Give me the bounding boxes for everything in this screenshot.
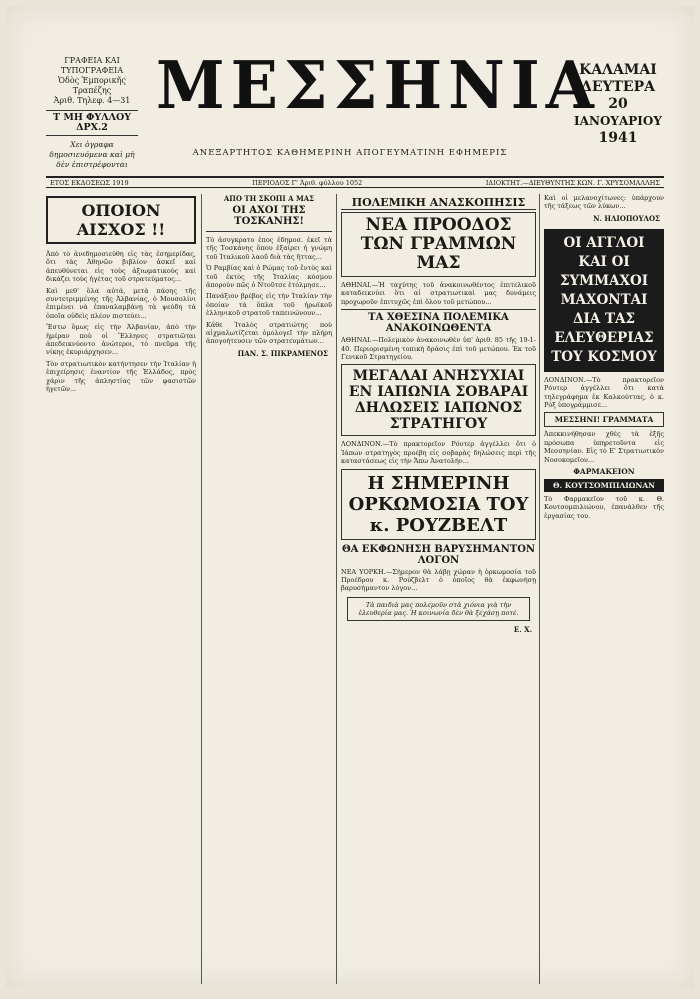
article-paragraph: Ἀπεκκινήθησαν χθὲς τὰ ἑξῆς πρόσωπα ὑπηρετοῦντα εἰς Μεσσηνίαν. Εἰς τὸ Ε' Στρατιωτικὸν Νοσοκομεῖον... — [544, 430, 664, 464]
commentary-headline: ΟΙ ΑΧΟΙ ΤΗΣ ΤΟΣΚΑΝΗΣ! — [232, 205, 306, 227]
date-block — [572, 62, 664, 147]
price-label: Τ ΜΗ ΦΥΛΛΟΥ ΔΡΧ.2 — [46, 110, 138, 136]
column-war-news — [341, 194, 536, 986]
article-paragraph: Τὸ ἀσυγκρατο ἐπος ἐδημοσ. ἐκεῖ τὰ τῆς Τοσκάνης ὅπου ἐξαίρει ἡ γνώμη τοῦ Ἰταλικοῦ λαοῦ διὰ τὰς ἥττας... — [206, 236, 332, 261]
article-paragraph: ΛΟΝΔΙΝΟΝ.—Τὸ πρακτορεῖον Ρόυτερ ἀγγέλλει ὅτι ὁ Ἰάπων στρατηγὸς προέβη εἰς σοβαρὰς δηλώσεις περὶ τῆς καταστάσεως εἰς τὴν Ἄπω Ἀνατολήν... — [341, 440, 536, 466]
article-paragraph: Ὁ Ραμβίας καὶ ὁ Ρώμας τοῦ ἔντὸς καὶ τοῦ ἐκτὸς τῆς Ἰταλίας κόσμου ἀπορούν πῶς ὁ Ντοῦτσε ἐτόλμησε... — [206, 264, 332, 290]
article-paragraph: Τὸν στρατιωτικὸν κατήντησεν τὴν Ἰταλίαν ἡ ἐπιχείρησις ἐναντίον τῆς Ἑλλάδος, πρὸς χάριν τῆς ἀπληστίας τῶν φασιστῶν ἡγετῶν... — [46, 359, 196, 394]
article-paragraph: Καὶ οἱ μελανοχίτωνες: ὑπάρχουν τῆς τάξεως τῶν λύκων... — [544, 194, 664, 211]
pharmacy-name: Θ. ΚΟΥΤΣΟΜΠΙΛΙΩΝΑΝ — [544, 479, 664, 492]
column-kicker: ΑΠΟ ΤΗ ΣΚΟΠΙ Α ΜΑΣ — [223, 194, 315, 203]
newspaper-title: ΜΕΣΣΗΝΙΑ — [156, 47, 600, 124]
war-headline: ΝΕΑ ΠΡΟΟΔΟΣ ΤΩΝ ΓΡΑΜΜΩΝ ΜΑΣ — [341, 212, 536, 277]
author-signature: Ε. Χ. — [513, 624, 532, 634]
newspaper-subtitle: ΑΝΕΞΑΡΤΗΤΟΣ ΚΑΘΗΜΕΡΙΝΗ ΑΠΟΓΕΥΜΑΤΙΝΗ ΕΦΗΜΕΡΙΣ — [192, 148, 508, 158]
office-label: ΓΡΑΦΕΙΑ ΚΑΙ ΤΥΠΟΓΡΑΦΕΙΑ — [60, 56, 124, 75]
phone-label: Ἀριθ. Τηλεφ. 4—31 — [53, 96, 131, 105]
year-label: 1941 — [598, 130, 638, 146]
article-paragraph: ΑΘΗΝΑΙ.—Πολεμικὸν ἀνακοινωθὲν ὑπ' ἀριθ. 85 τῆς 19-1-40. Περιορισμένη τοπικὴ δράσις ἐπὶ τοῦ μετώπου. Ἐκ τοῦ Γενικοῦ Στρατηγείου. — [341, 336, 536, 362]
article-paragraph: Κάθε Ἰταλὸς στρατιώτης ποὺ αἰχμαλωτίζεται ὁμολογεῖ τὴν πλήρη ἀπογοήτευσιν τῶν στρατευμάτων... — [206, 320, 332, 346]
allies-headline: ΟΙ ΑΓΓΛΟΙ ΚΑΙ ΟΙ ΣΥΜΜΑΧΟΙ ΜΑΧΟΝΤΑΙ ΔΙΑ ΤΑΣ ΕΛΕΥΘΕΡΙΑΣ ΤΟΥ ΚΟΣΜΟΥ — [544, 229, 664, 372]
month-label: ΙΑΝΟΥΑΡΙΟΥ — [574, 114, 662, 128]
column-rule — [336, 194, 337, 984]
publisher-info — [46, 56, 138, 170]
article-paragraph: Πανάξιον βρέβος εἰς τὴν Ἰταλίαν τὴν ὁποίαν τὰ ὅπλα τοῦ ἡρωϊκοῦ ἑλληνικοῦ στρατοῦ ταπεινώνουν... — [206, 292, 332, 318]
article-paragraph: Καὶ μεθ' ὅλα αὐτά, μετὰ πάσης τῆς συντετριμμένης τῆς Ἀλβανίας, ὁ Μουσολίνι ἐπιμένει νὰ ἐπαναλαμβάνῃ τὰ ψεύδη τὰ ὁποῖα οὐδεὶς πλέον πιστεύει... — [46, 286, 196, 320]
article-paragraph: Τὸ Φαρμακεῖον τοῦ κ. Θ. Κουτσομπιλιώνου, ἐπανάλθεν τῆς ἐργασίας του. — [544, 495, 664, 520]
newspaper-page — [6, 6, 694, 987]
author-signature: ΠΑΝ. Σ. ΠΙΚΡΑΜΕΝΟΣ — [237, 348, 328, 358]
column-rule — [201, 194, 202, 984]
founded-label: ΕΤΟΣ ΕΚΔΟΣΕΩΣ 1919 — [50, 179, 129, 187]
communique-headline: ΤΑ ΧΘΕΣΙΝΑ ΠΟΛΕΜΙΚΑ ΑΝΑΚΟΙΝΩΘΕΝΤΑ — [341, 309, 536, 334]
address-label: Ὁδὸς Ἐμπορικῆς Τραπέζης — [58, 76, 126, 95]
section-kicker: ΠΟΛΕΜΙΚΗ ΑΝΑΣΚΟΠΗΣΙΣ — [341, 196, 536, 210]
author-signature: Ν. ΗΛΙΟΠΟΥΛΟΣ — [593, 213, 660, 223]
day-label: 20 — [608, 96, 628, 112]
article-paragraph: ΛΟΝΔΙΝΟΝ.—Τὸ πρακτορεῖον Ρόυτερ ἀγγέλλει ὅτι κατὰ τηλεγράφημα ἐκ Καλκούττας, ὁ κ. Ρὸξ ὑπογράμμισε... — [544, 375, 664, 410]
pharmacy-heading: ΦΑΡΜΑΚΕΙΟΝ — [573, 467, 635, 477]
article-paragraph: ΝΕΑ ΥΟΡΚΗ.—Σήμερον θὰ λάβῃ χώραν ἡ ὁρκωμοσία τοῦ Προέδρου κ. Ρούζβελτ ὁ ὁποῖος θὰ ἐκφωνήσῃ βαρυσήμαντον λόγον... — [341, 567, 536, 593]
issue-info-bar — [46, 176, 664, 188]
column-right — [544, 194, 664, 986]
period-label: ΠΕΡΙΟΔΟΣ Γ' Ἀριθ. φύλλου 1052 — [252, 179, 363, 187]
column-rule — [539, 194, 540, 984]
masthead — [46, 47, 664, 169]
section-heading: ΜΕΣΣΗΝΙ! ΓΡΑΜΜΑΤΑ — [544, 412, 664, 427]
article-paragraph: ΑΘΗΝΑΙ.—Ἡ ταχύτης τοῦ ἀνακοινωθέντος ἐπιτελικοῦ καταδεικνύει ὅτι αἱ στρατιωτικαὶ μας δυνάμεις προχωροῦν ἐπιτυχῶς ἐπὶ ὅλου τοῦ μετώπου... — [341, 281, 536, 306]
editorial-headline: ΟΠΟΙΟΝ ΑΙΣΧΟΣ !! — [46, 196, 196, 244]
japan-headline: ΜΕΓΑΛΑΙ ΑΝΗΣΥΧΙΑΙ ΕΝ ΙΑΠΩΝΙΑ ΣΟΒΑΡΑΙ ΔΗΛΩΣΕΙΣ ΙΑΠΩΝΟΣ ΣΤΡΑΤΗΓΟΥ — [341, 364, 536, 436]
weekday-label: ΔΕΥΤΕΡΑ — [580, 79, 655, 95]
article-paragraph: Ἔστω ὅμως εἰς τὴν Ἀλβανίαν, ἀπὸ τὴν ἡμέραν ποὺ οἱ Ἕλληνες στρατιῶται ἀπεδεικνύοντο ἀνώτεροι, τὸ πνεῦμα τῆς νίκης ἐκυριάρχησεν... — [46, 323, 196, 357]
owner-label: ΙΔΙΟΚΤΗΤ.—ΔΙΕΥΘΥΝΤΗΣ ΚΩΝ. Γ. ΧΡΥΣΟΜΑΛΛΗΣ — [485, 179, 660, 187]
roosevelt-subheadline: ΘΑ ΕΚΦΩΝΗΣΗ ΒΑΡΥΣΗΜΑΝΤΟΝ ΛΟΓΟΝ — [341, 543, 536, 566]
manuscripts-note: Χει ὁγραφα δημοσιευόμενα καὶ μὴ δὲν ἐπιστρέφονται — [49, 140, 135, 169]
city-label: ΚΑΛΑΜΑΙ — [579, 62, 657, 78]
article-paragraph: Ἀπὸ τὸ ἀνεδημοσιεύθη εἰς τὰς ἐσημερίδας, ὅτι τὰς Ἀθηνῶν βιβλίον ἀσκεῖ καὶ ἀπευθύνεται εἰς τοὺς ἀξιωματικούς καὶ δικάζει τοὺς ἡγέτας τοῦ στρατεύματος... — [46, 250, 196, 284]
roosevelt-headline: Η ΣΗΜΕΡΙΝΗ ΟΡΚΩΜΟΣΙΑ ΤΟΥ κ. ΡΟΥΖΒΕΛΤ — [341, 469, 536, 540]
column-commentary — [206, 194, 332, 986]
column-editorial — [46, 194, 196, 986]
divider — [206, 231, 332, 232]
boxed-notice: Τὰ παιδιὰ μας πολεμοῦν στὰ χιόνια γιὰ τὴν ἐλευθερία μας. Ἡ κοινωνία δὲν θὰ ξεχάσῃ ποτέ. — [347, 597, 530, 621]
